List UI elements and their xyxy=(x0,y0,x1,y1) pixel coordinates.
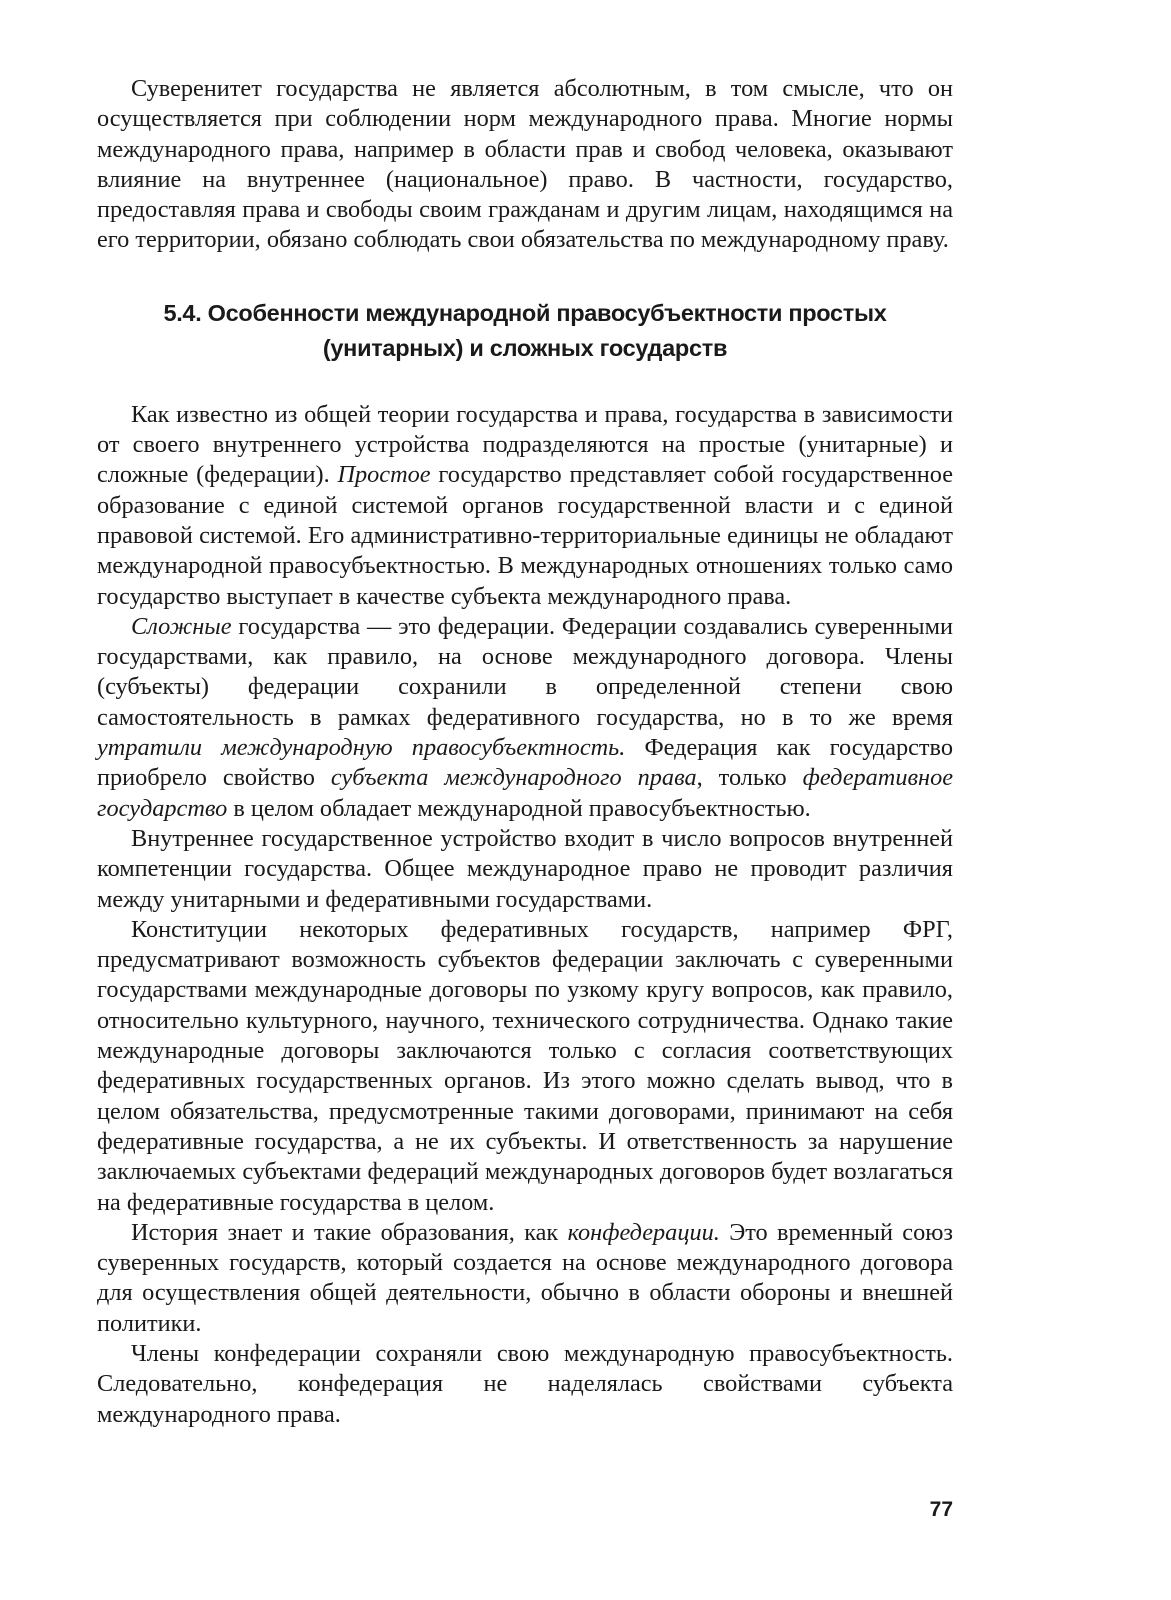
section-heading-line-1: 5.4. Особенности международной правосубъектности простых xyxy=(163,299,887,326)
intro-paragraph: Суверенитет государства не является абсолютным, в том смысле, что он осуществляется при соблюдении норм международного права. Многие нормы международного права, например в области прав и свобод человека, оказывают влияние на внутреннее (национальное) право. В частности, государство, предоставляя права и свободы своим гражданам и другим лицам, находящимся на его территории, обязано соблюдать свои обязательства по международному праву. xyxy=(97,75,953,254)
paragraph-text: в целом обладает международной правосубъектностью. xyxy=(227,794,811,822)
paragraph-text: , только xyxy=(696,764,803,792)
italic-term-complex: Сложные xyxy=(131,612,232,640)
paragraph-text: государства — это федерации. Федерации создавались суверенными государствами, как правило, на основе международного договора. Члены (субъекты) федерации сохранили в определенной степени свою самостоятельность в рамках федеративного государства, но в то же время xyxy=(97,612,953,731)
italic-phrase-subject-of-law: субъекта международного права xyxy=(330,764,697,792)
paragraph-text: государство представляет собой государственное образование с единой системой органов государственной власти и с единой правовой системой. Его административно-территориальные единицы не обладают международной правосубъектностью. В международных отношениях только само государство выступает в качестве субъекта международного права. xyxy=(97,461,953,610)
paragraph-internal-structure: Внутреннее государственное устройство входит в число вопросов внутренней компетенции государства. Общее международное право не проводит различия между унитарными и федеративными государствами. xyxy=(97,824,953,913)
paragraph-confederations xyxy=(97,1218,953,1339)
italic-term-confederations: конфедерации. xyxy=(567,1218,720,1246)
paragraph-confederation-members: Члены конфедерации сохраняли свою международную правосубъектность. Следовательно, конфедерация не наделялась свойствами субъекта международного права. xyxy=(97,1339,953,1428)
paragraph-text: История знает и такие образования, как xyxy=(131,1218,568,1246)
page-body xyxy=(97,74,953,1430)
italic-phrase-federal-state: федеративное государство xyxy=(97,764,953,822)
section-heading xyxy=(97,296,953,366)
section-heading-line-2: (унитарных) и сложных государств xyxy=(322,334,728,361)
paragraph-constitutions: Конституции некоторых федеративных государств, например ФРГ, предусматривают возможность субъектов федерации заключать с суверенными государствами международные договоры по узкому кругу вопросов, как правило, относительно культурного, научного, технического сотрудничества. Однако такие международные договоры заключаются только с согласия соответствующих федеративных государственных органов. Из этого можно сделать вывод, что в целом обязательства, предусмотренные такими договорами, принимают на себя федеративные государства, а не их субъекты. И ответственность за нарушение заключаемых субъектами федераций международных договоров будет возлагаться на федеративные государства в целом. xyxy=(97,915,953,1216)
paragraph-text: Это временный союз суверенных государств, который создается на основе международного договора для осуществления общей деятельности, обычно в области обороны и внешней политики. xyxy=(97,1218,953,1337)
italic-term-simple: Простое xyxy=(337,461,431,489)
paragraph-text: Федерация как государство приобрело свойство xyxy=(97,734,954,792)
paragraph-text: Как известно из общей теории государства и права, государства в зависимости от своего внутреннего устройства подразделяются на простые (унитарные) и сложные (федерации). xyxy=(97,400,953,489)
page-number: 77 xyxy=(929,1498,953,1521)
paragraph-complex-states xyxy=(97,612,953,824)
italic-phrase-lost-personality: утратили международную правосубъектность. xyxy=(97,734,626,762)
paragraph-simple-states xyxy=(97,400,953,612)
